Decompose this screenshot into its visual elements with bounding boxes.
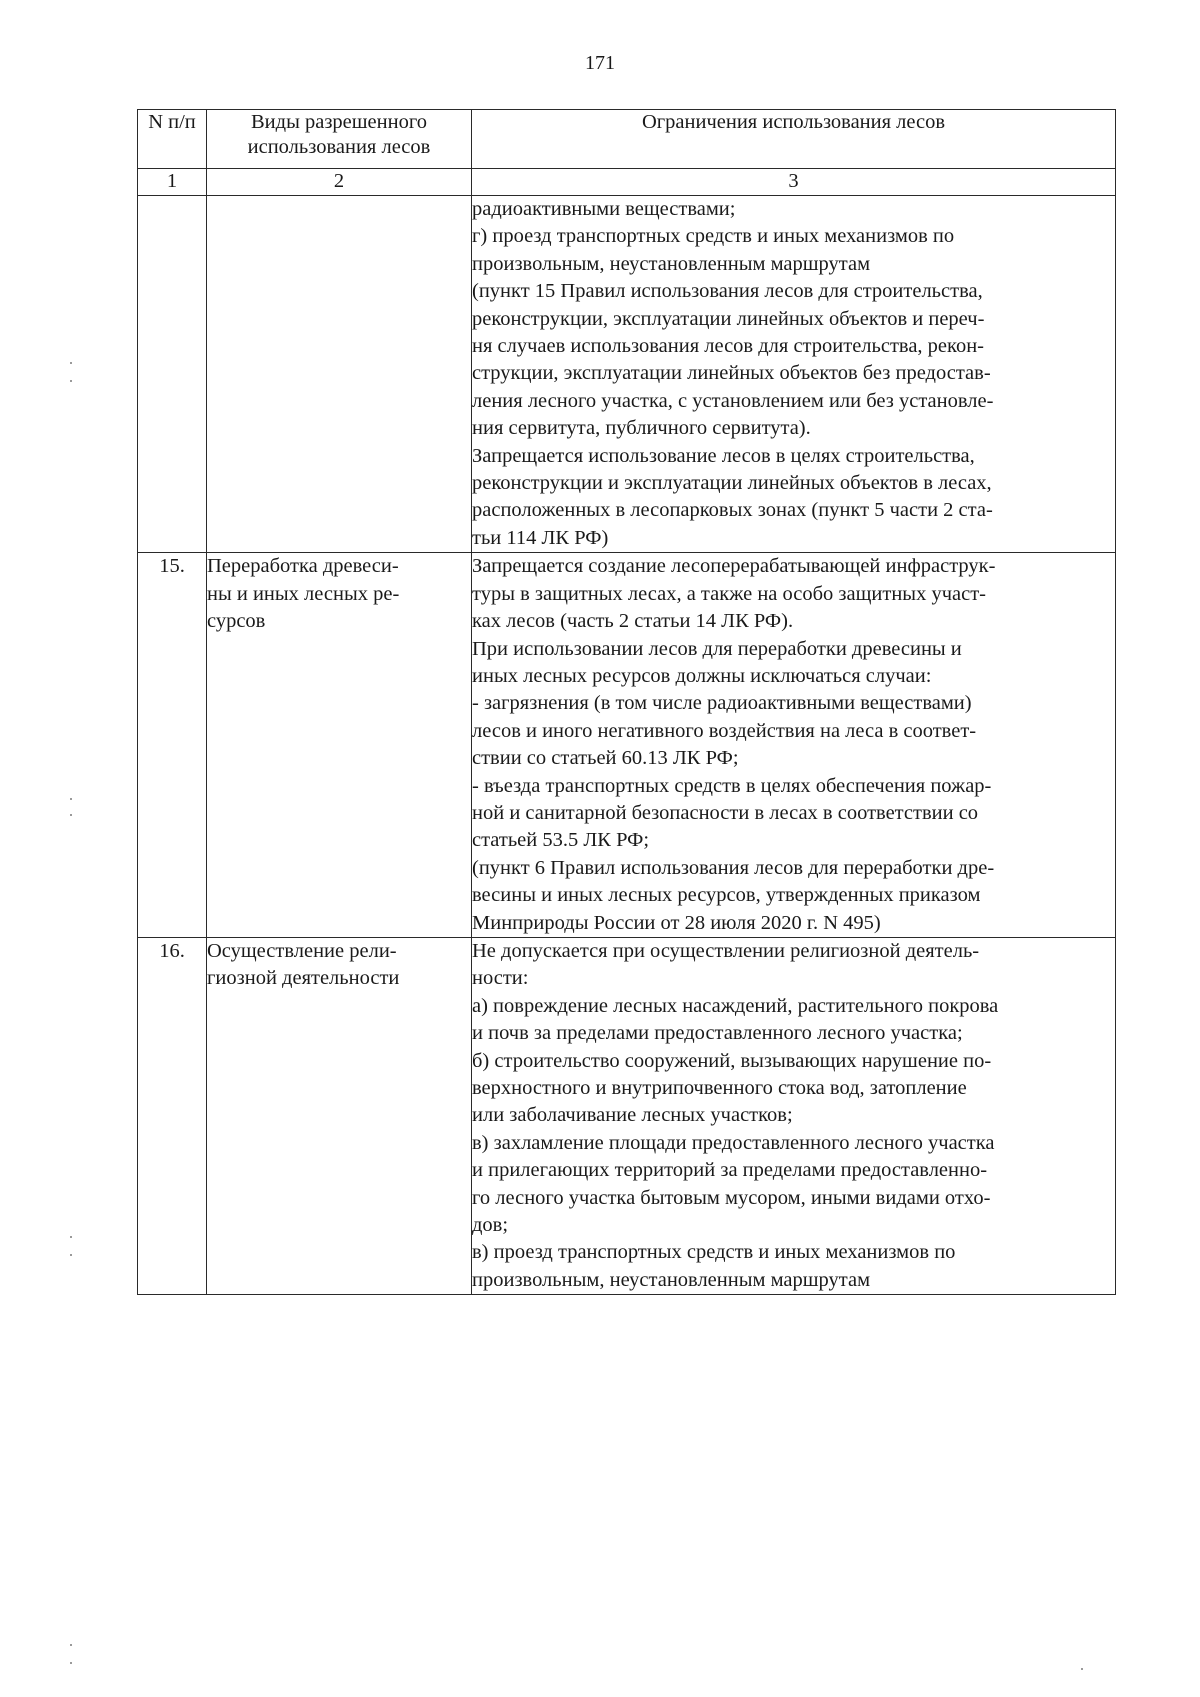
scan-speck — [70, 1236, 72, 1238]
restriction-cell — [472, 553, 1116, 938]
text-line: произвольным, неустановленным маршрутам — [472, 1268, 871, 1291]
row-number: 16. — [138, 937, 207, 1294]
text-line: расположенных в лесопарковых зонах (пункт 5 части 2 ста- — [472, 499, 993, 522]
scan-speck — [70, 1254, 72, 1256]
text-line: и прилегающих территорий за пределами предоставленно- — [472, 1159, 988, 1182]
text-line: произвольным, неустановленным маршрутам — [472, 252, 871, 275]
text-line: весины и иных лесных ресурсов, утвержденных приказом — [472, 884, 981, 907]
column-number: 1 — [138, 169, 207, 196]
text-line: или заболачивание лесных участков; — [472, 1104, 793, 1127]
text-line: иных лесных ресурсов должны исключаться случаи: — [472, 664, 932, 687]
use-kind-cell — [207, 553, 472, 938]
text-line: Не допускается при осуществлении религиозной деятель- — [472, 939, 980, 962]
text-line: ны и иных лесных ре- — [207, 582, 400, 605]
row-number — [138, 196, 207, 553]
header-restrictions: Ограничения использования лесов — [472, 110, 1116, 169]
text-line: гиозной деятельности — [207, 967, 400, 990]
text-line: реконструкции, эксплуатации линейных объектов и переч- — [472, 307, 985, 330]
text-line: ках лесов (часть 2 статьи 14 ЛК РФ). — [472, 610, 794, 633]
text-line: реконструкции и эксплуатации линейных объектов в лесах, — [472, 472, 992, 495]
text-line: (пункт 6 Правил использования лесов для переработки дре- — [472, 856, 995, 879]
forest-use-table — [137, 109, 1116, 1295]
column-number: 2 — [207, 169, 472, 196]
text-line: радиоактивными веществами; — [472, 198, 736, 220]
scan-speck — [1081, 1668, 1083, 1670]
text-line: тьи 114 ЛК РФ) — [472, 526, 609, 549]
text-line: лесов и иного негативного воздействия на леса в соответ- — [472, 719, 977, 742]
row-number: 15. — [138, 553, 207, 938]
use-kind-cell — [207, 196, 472, 553]
scan-speck — [70, 814, 72, 816]
text-line: туры в защитных лесах, а также на особо защитных участ- — [472, 582, 987, 605]
text-line: Запрещается создание лесоперерабатывающей инфраструк- — [472, 555, 996, 578]
text-line: статьей 53.5 ЛК РФ; — [472, 829, 650, 852]
text-line: Осуществление рели- — [207, 939, 397, 962]
table-row — [138, 937, 1116, 1294]
text-line: Переработка древеси- — [207, 555, 399, 578]
text-line: ня случаев использования лесов для строительства, рекон- — [472, 335, 984, 358]
column-number-row — [138, 169, 1116, 196]
restriction-cell — [472, 196, 1116, 553]
text-line: б) строительство сооружений, вызывающих нарушение по- — [472, 1049, 992, 1072]
page-number: 171 — [585, 52, 615, 74]
text-line: - въезда транспортных средств в целях обеспечения пожар- — [472, 774, 992, 797]
header-number: N п/п — [138, 110, 207, 169]
restriction-cell — [472, 937, 1116, 1294]
scan-speck — [70, 1644, 72, 1646]
text-line: го лесного участка бытовым мусором, иными видами отхо- — [472, 1186, 991, 1209]
text-line: - загрязнения (в том числе радиоактивными веществами) — [472, 692, 972, 715]
text-line: ления лесного участка, с установлением или без установле- — [472, 389, 994, 412]
text-line: в) проезд транспортных средств и иных механизмов по — [472, 1241, 956, 1264]
column-number: 3 — [472, 169, 1116, 196]
text-line: сурсов — [207, 610, 266, 633]
table-row — [138, 196, 1116, 553]
text-line: и почв за пределами предоставленного лесного участка; — [472, 1022, 963, 1045]
text-line: При использовании лесов для переработки древесины и — [472, 637, 962, 660]
table-row — [138, 553, 1116, 938]
text-line: а) повреждение лесных насаждений, растительного покрова — [472, 994, 999, 1017]
text-line: ния сервитута, публичного сервитута). — [472, 417, 811, 440]
text-line: ности: — [472, 967, 529, 990]
text-line: верхностного и внутрипочвенного стока вод, затопление — [472, 1077, 967, 1099]
text-line: (пункт 15 Правил использования лесов для строительства, — [472, 280, 983, 303]
header-use-kinds: Виды разрешенного использования лесов — [207, 110, 472, 169]
text-line: г) проезд транспортных средств и иных механизмов по — [472, 225, 955, 248]
use-kind-cell — [207, 937, 472, 1294]
text-line: дов; — [472, 1214, 509, 1237]
scan-speck — [70, 380, 72, 382]
text-line: в) захламление площади предоставленного лесного участка — [472, 1131, 995, 1154]
text-line: Запрещается использование лесов в целях строительства, — [472, 444, 975, 467]
text-line: ствии со статьей 60.13 ЛК РФ; — [472, 747, 739, 770]
scan-speck — [70, 798, 72, 800]
text-line: Минприроды России от 28 июля 2020 г. N 495) — [472, 911, 881, 934]
text-line: струкции, эксплуатации линейных объектов без предостав- — [472, 362, 991, 385]
table-header-row — [138, 110, 1116, 169]
scan-speck — [70, 1662, 72, 1664]
scan-speck — [70, 362, 72, 364]
text-line: ной и санитарной безопасности в лесах в соответствии со — [472, 801, 979, 824]
